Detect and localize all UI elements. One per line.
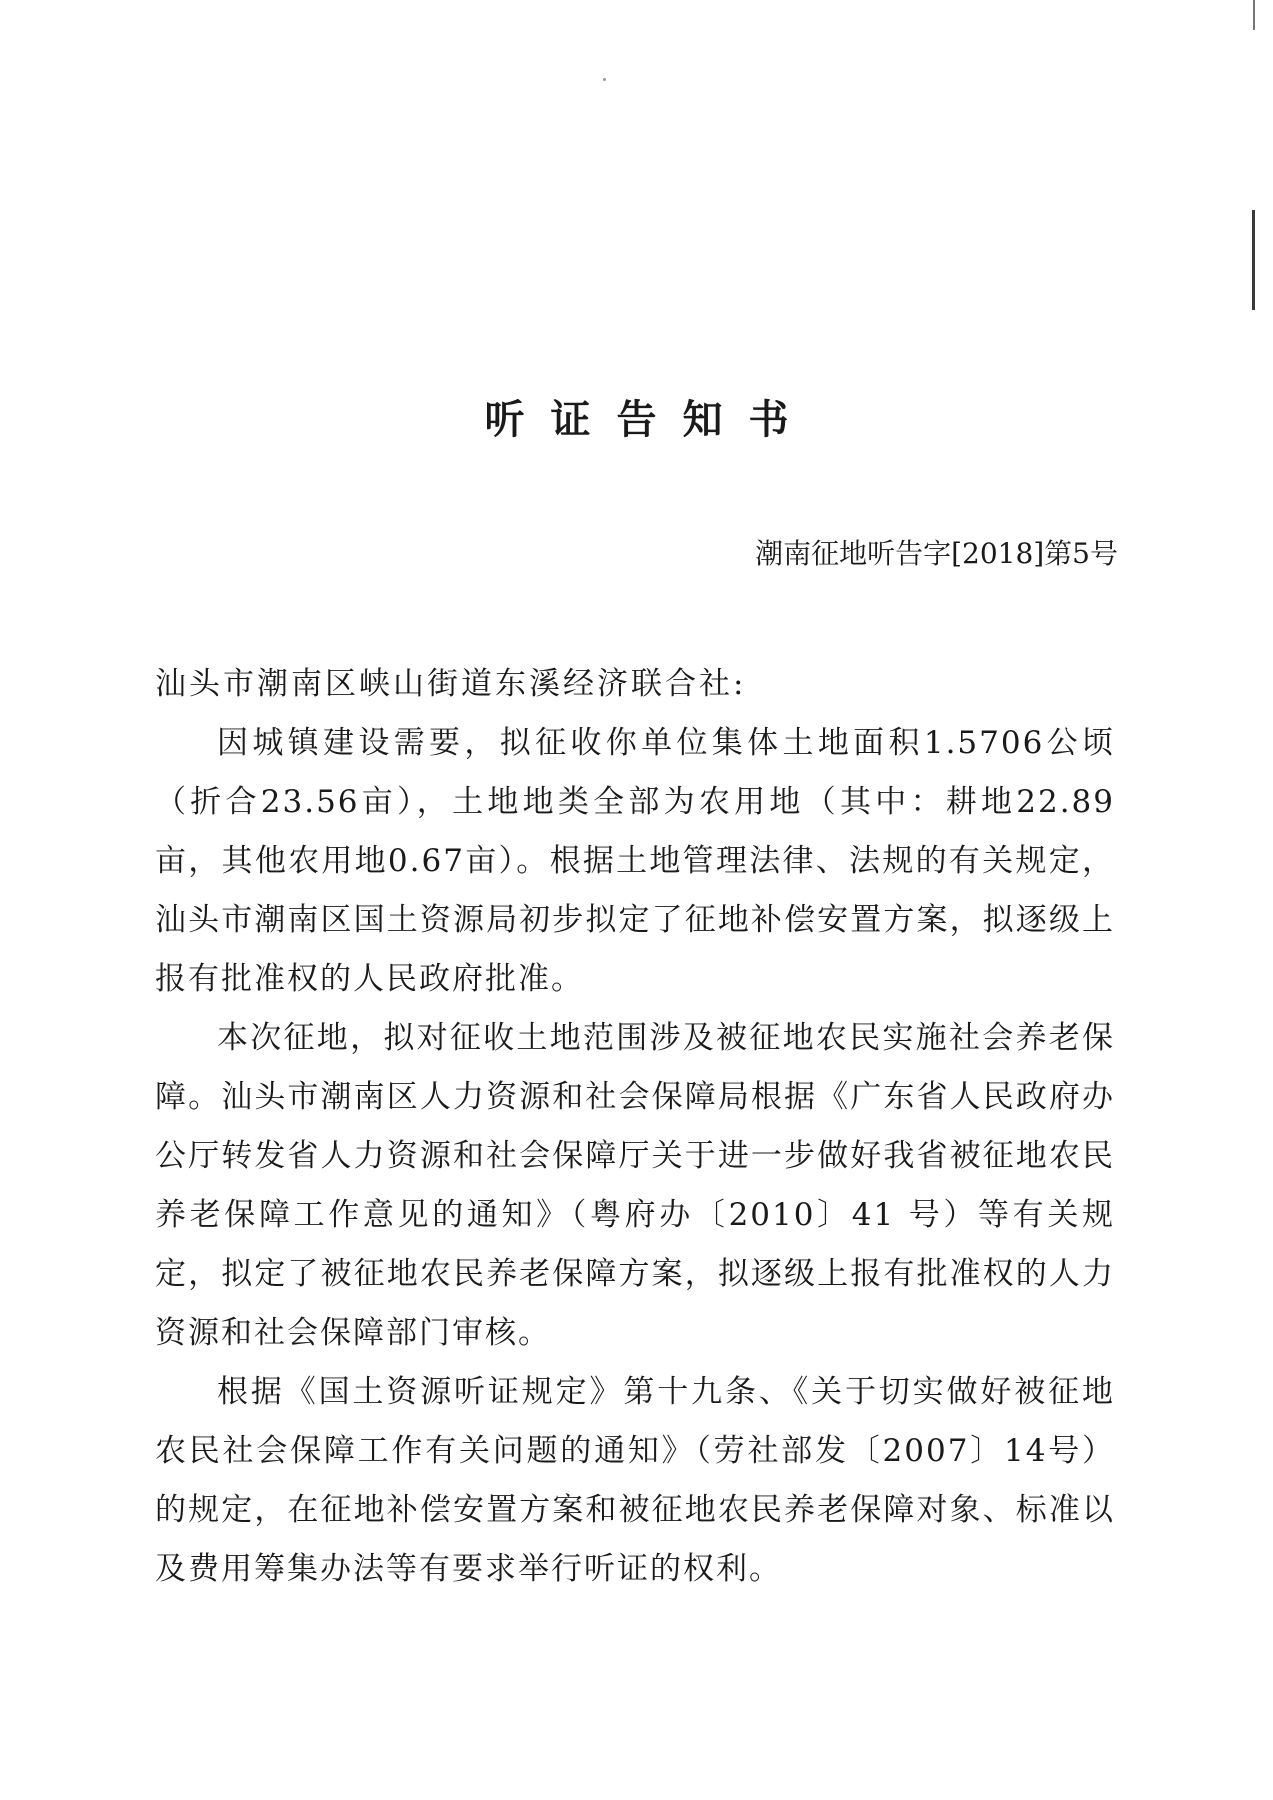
document-title: 听证告知书 <box>484 396 815 443</box>
scan-edge-mark <box>1253 0 1255 30</box>
body-paragraph-1: 因城镇建设需要，拟征收你单位集体土地面积1.5706公顷（折合23.56亩），土地地类全部为农用地（其中：耕地22.89亩，其他农用地0.67亩）。根据土地管理法律、法规的有关规定，汕头市潮南区国土资源局初步拟定了征地补偿安置方案，拟逐级上报有批准权的人民政府批准。 <box>155 725 1115 997</box>
body-paragraph-2: 本次征地，拟对征收土地范围涉及被征地农民实施社会养老保障。汕头市潮南区人力资源和社会保障局根据《广东省人民政府办公厅转发省人力资源和社会保障厅关于进一步做好我省被征地农民养老保障工作意见的通知》（粤府办〔2010〕41 号）等有关规定，拟定了被征地农民养老保障方案，拟逐级上报有批准权的人力资源和社会保障部门审核。 <box>155 1020 1115 1351</box>
recipient-line: 汕头市潮南区峡山街道东溪经济联合社: <box>155 666 747 702</box>
scan-edge-mark <box>1252 210 1255 310</box>
scan-speck <box>603 78 606 81</box>
body-paragraph-3: 根据《国土资源听证规定》第十九条、《关于切实做好被征地农民社会保障工作有关问题的通知》（劳社部发〔2007〕14号）的规定，在征地补偿安置方案和被征地农民养老保障对象、标准以及费用筹集办法等有要求举行听证的权利。 <box>155 1374 1115 1587</box>
document-body <box>155 655 1115 1599</box>
document-number: 潮南征地听告字[2018]第5号 <box>755 537 1118 570</box>
